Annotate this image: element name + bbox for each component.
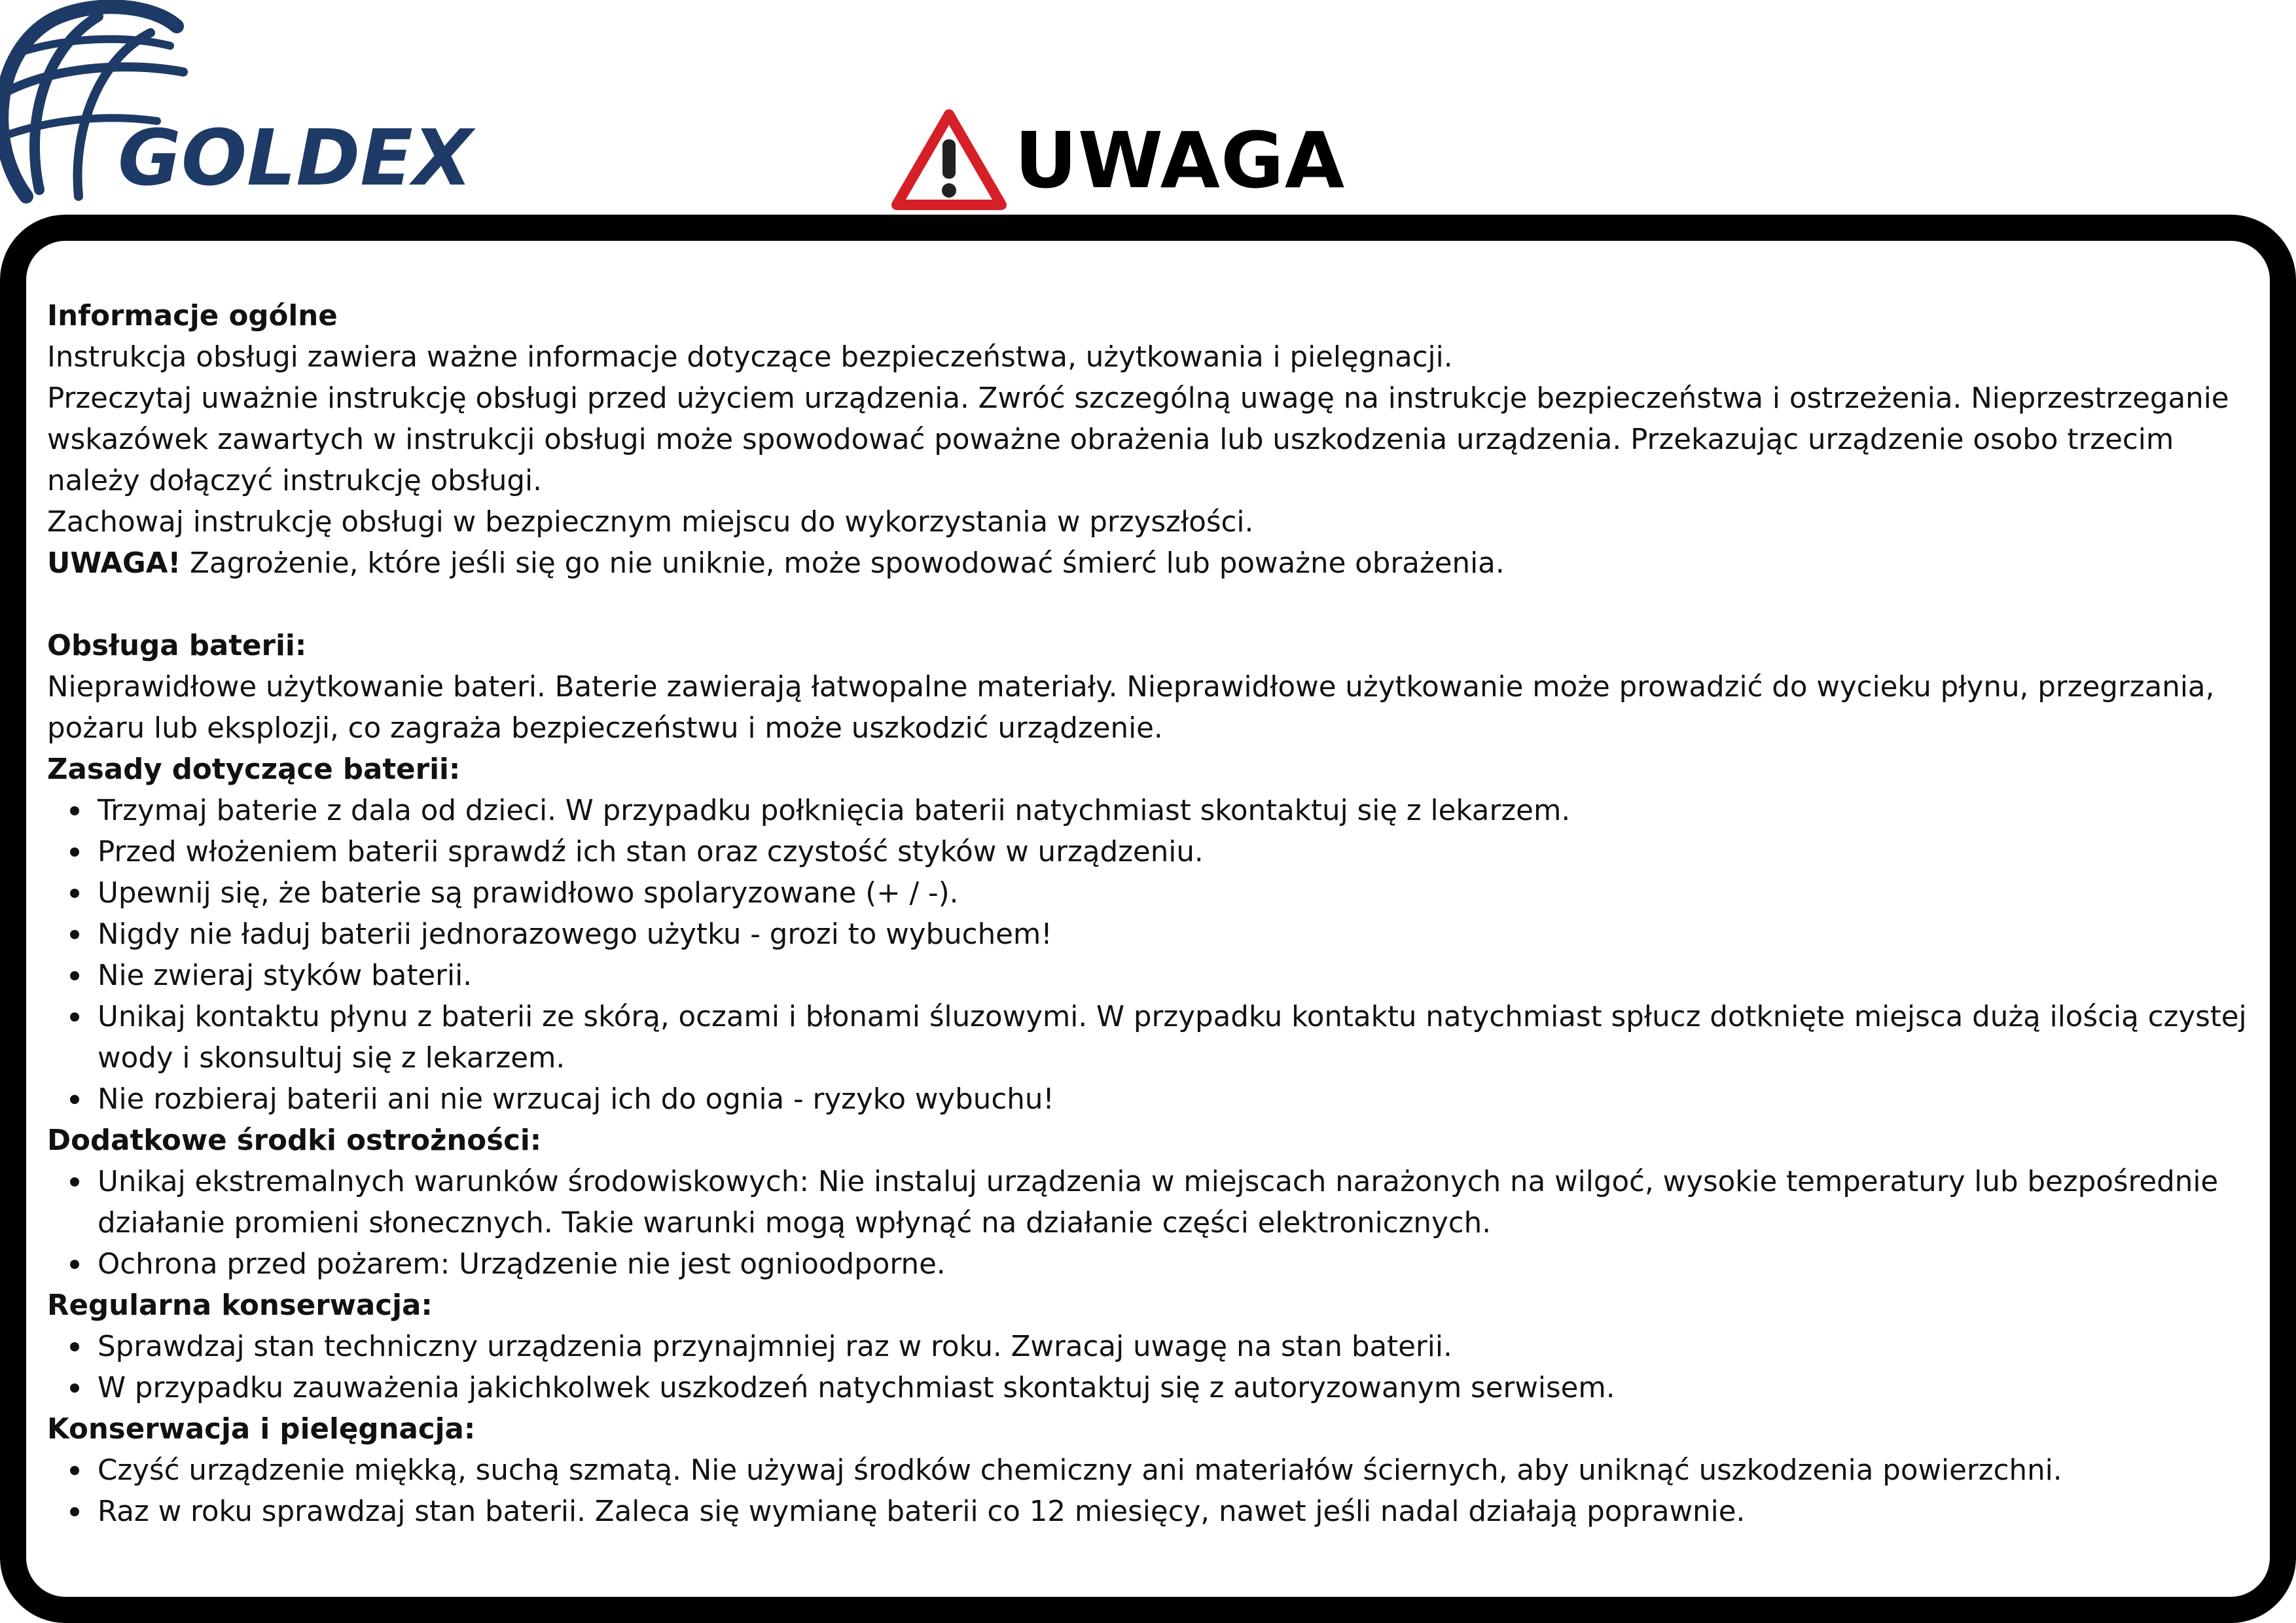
precautions-list xyxy=(47,1162,2259,1285)
list-item: Raz w roku sprawdzaj stan baterii. Zaleca się wymianę baterii co 12 miesięcy, nawet jeśli nadal działają poprawnie. xyxy=(98,1491,2259,1533)
list-item: Unikaj kontaktu płynu z baterii ze skórą, oczami i błonami śluzowymi. W przypadku kontaktu natychmiast spłucz dotknięte miejsca dużą ilością czystej wody i skonsultuj się z lekarzem. xyxy=(98,997,2259,1079)
battery-rules-list xyxy=(47,791,2259,1120)
list-item: W przypadku zauważenia jakichkolwek uszkodzeń natychmiast skontaktuj się z autoryzowanym serwisem. xyxy=(98,1368,2259,1409)
globe-icon xyxy=(0,0,550,209)
list-item: Sprawdzaj stan techniczny urządzenia przynajmniej raz w roku. Zwracaj uwagę na stan baterii. xyxy=(98,1327,2259,1368)
list-item: Ochrona przed pożarem: Urządzenie nie jest ognioodporne. xyxy=(98,1244,2259,1285)
list-item: Czyść urządzenie miękką, suchą szmatą. Nie używaj środków chemiczny ani materiałów ściernych, aby uniknąć uszkodzenia powierzchni. xyxy=(98,1450,2259,1491)
brand-wordmark: GOLDEX xyxy=(118,113,473,203)
warning-label: UWAGA! xyxy=(47,547,181,580)
list-item: Nie rozbieraj baterii ani nie wrzucaj ich do ognia - ryzyko wybuchu! xyxy=(98,1079,2259,1120)
section-heading-maintenance: Regularna konserwacja: xyxy=(47,1289,433,1322)
warning-paragraph xyxy=(47,543,2259,584)
goldex-logo xyxy=(0,0,550,209)
list-item: Nigdy nie ładuj baterii jednorazowego użytku - grozi to wybuchem! xyxy=(98,914,2259,955)
list-item: Upewnij się, że baterie są prawidłowo spolaryzowane (+ / -). xyxy=(98,873,2259,914)
warning-text: Zagrożenie, które jeśli się go nie uniknie, może spowodować śmierć lub poważne obrażenia. xyxy=(181,547,1505,580)
warning-header xyxy=(890,105,1345,216)
general-paragraph: Zachowaj instrukcję obsługi w bezpiecznym miejscu do wykorzystania w przyszłości. xyxy=(47,506,1254,539)
section-heading-care: Konserwacja i pielęgnacja: xyxy=(47,1413,476,1446)
general-paragraph: Instrukcja obsługi zawiera ważne informacje dotyczące bezpieczeństwa, użytkowania i pielęgnacji. xyxy=(47,341,1453,374)
page-title: UWAGA xyxy=(1014,115,1346,205)
list-item: Przed włożeniem baterii sprawdź ich stan oraz czystość styków w urządzeniu. xyxy=(98,832,2259,873)
section-heading-general: Informacje ogólne xyxy=(47,300,338,332)
section-heading-battery: Obsługa baterii: xyxy=(47,630,307,662)
care-list xyxy=(47,1450,2259,1533)
section-heading-precautions: Dodatkowe środki ostrożności: xyxy=(47,1124,542,1157)
maintenance-list xyxy=(47,1327,2259,1409)
list-item: Unikaj ekstremalnych warunków środowiskowych: Nie instaluj urządzenia w miejscach narażonych na wilgoć, wysokie temperatury lub bezpośrednie działanie promieni słonecznych. Takie warunki mogą wpłynąć na działanie części elektronicznych. xyxy=(98,1162,2259,1244)
list-item: Nie zwieraj styków baterii. xyxy=(98,955,2259,997)
section-heading-battery-rules: Zasady dotyczące baterii: xyxy=(47,753,461,786)
list-item: Trzymaj baterie z dala od dzieci. W przypadku połknięcia baterii natychmiast skontaktuj się z lekarzem. xyxy=(98,791,2259,832)
instructions-content xyxy=(47,296,2259,1533)
battery-intro: Nieprawidłowe użytkowanie bateri. Baterie zawierają łatwopalne materiały. Nieprawidłowe użytkowanie może prowadzić do wycieku płynu, przegrzania, pożaru lub eksplozji, co zagraża bezpieczeństwu i może uszkodzić urządzenie. xyxy=(47,671,2215,745)
warning-triangle-icon xyxy=(890,108,1008,213)
general-paragraph: Przeczytaj uważnie instrukcję obsługi przed użyciem urządzenia. Zwróć szczególną uwagę na instrukcje bezpieczeństwa i ostrzeżenia. Nieprzestrzeganie wskazówek zawartych w instrukcji obsługi może spowodować poważne obrażenia lub uszkodzenia urządzenia. Przekazując urządzenie osobo trzecim należy dołączyć instrukcję obsługi. xyxy=(47,382,2229,497)
